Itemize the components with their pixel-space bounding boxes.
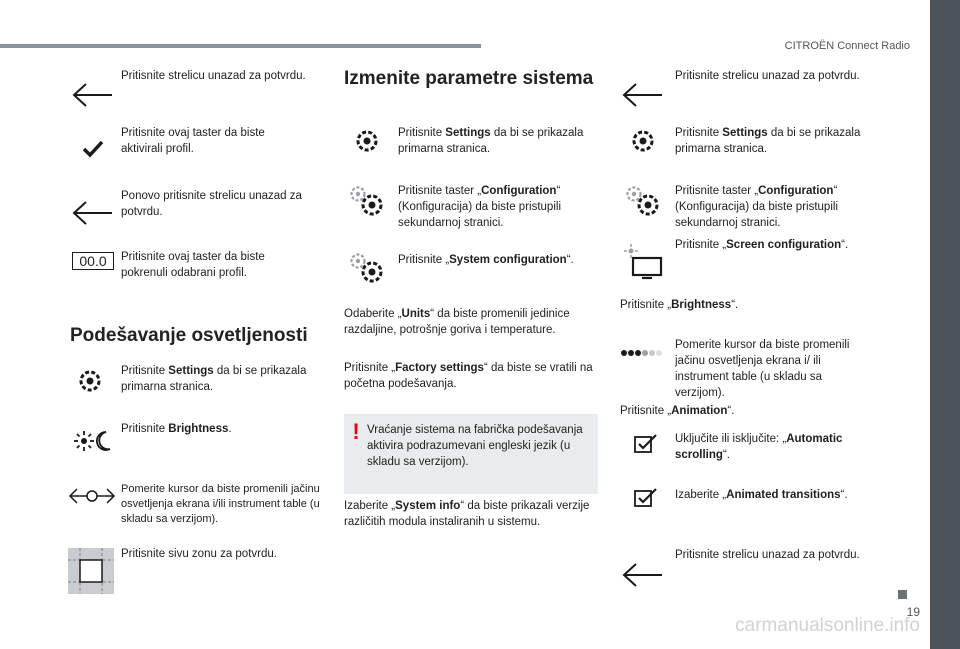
watermark: carmanualsonline.info [735, 615, 920, 636]
page-number: 19 [906, 605, 920, 619]
col3-brightness-text: Pritisnite „Brightness“. [620, 299, 739, 311]
configuration-gears-icon [622, 183, 662, 219]
col3-settings-text: Pritisnite Settings da bi se prikazala primarna stranica. [675, 127, 861, 155]
col1-launch-text: Pritisnite ovaj taster da biste pokrenuli odabrani profil. [121, 251, 265, 279]
settings-gear-icon [354, 128, 380, 154]
col3-back-final-text: Pritisnite strelicu unazad za potvrdu. [675, 549, 860, 561]
warning-note-text: Vraćanje sistema na fabrička podešavanja aktivira podrazumevani engleski jezik (u skladu sa verzijom). [367, 424, 583, 468]
back-arrow-icon [70, 82, 114, 108]
col1-brightness-text: Pritisnite Brightness. [121, 423, 232, 435]
back-arrow-icon [620, 82, 664, 108]
section-title-brightness: Podešavanje osvetljenosti [70, 325, 308, 346]
col3-cursor-text: Pomerite kursor da biste promenili jačinu osvetljenja ekrana i/ ili instrument table (u skladu sa verzijom). [675, 339, 850, 399]
col1-back-text: Pritisnite strelicu unazad za potvrdu. [121, 70, 306, 82]
col2-configuration-text: Pritisnite taster „Configuration“ (Konfiguracija) da biste pristupili sekundarnoj stranici. [398, 185, 561, 229]
page-marker [898, 590, 907, 599]
profile-value-icon [72, 252, 114, 270]
col1-cursor-text: Pomerite kursor da biste promenili jačinu osvetljenja ekrana i/ili instrument table (u skladu sa verzijom). [121, 483, 320, 525]
col1-greyzone-text: Pritisnite sivu zonu za potvrdu. [121, 548, 277, 560]
system-configuration-gears-icon [346, 250, 386, 286]
brightness-level-dots-icon [620, 348, 664, 358]
col3-animation-text: Pritisnite „Animation“. [620, 405, 735, 417]
col2-units-text: Odaberite „Units“ da biste promenili jedinice razdaljine, potrošnje goriva i temperature. [344, 308, 570, 336]
col3-animated-text: Izaberite „Animated transitions“. [675, 489, 848, 501]
col2-sysinfo-text: Izaberite „System info“ da biste prikazali verzije različitih modula instaliranih u sistemu. [344, 500, 590, 528]
slider-cursor-icon [68, 485, 116, 507]
warning-exclamation-icon: ! [352, 419, 360, 444]
section-title-system: Izmenite parametre sistema [344, 68, 594, 89]
settings-gear-icon [630, 128, 656, 154]
top-rule [0, 44, 481, 48]
col2-factory-text: Pritisnite „Factory settings“ da biste se vratili na početna podešavanja. [344, 362, 593, 390]
col2-settings-text: Pritisnite Settings da bi se prikazala primarna stranica. [398, 127, 584, 155]
back-arrow-icon [70, 200, 114, 226]
screen-configuration-icon [622, 242, 664, 280]
col3-configuration-text: Pritisnite taster „Configuration“ (Konfiguracija) da biste pristupili sekundarnoj stranici. [675, 185, 838, 229]
col1-activate-text: Pritisnite ovaj taster da biste aktivirali profil. [121, 127, 265, 155]
profile-value-label: 00.0 [79, 253, 107, 269]
col2-sysconfig-text: Pritisnite „System configuration“. [398, 254, 574, 266]
col3-autoscroll-text: Uključite ili isključite: „Automatic scrolling“. [675, 433, 843, 461]
col1-back-again-text: Ponovo pritisnite strelicu unazad za potvrdu. [121, 190, 302, 218]
running-header: CITROËN Connect Radio [784, 40, 910, 52]
configuration-gears-icon [346, 183, 386, 219]
back-arrow-icon [620, 562, 664, 588]
side-band [930, 0, 960, 649]
settings-gear-icon [77, 368, 103, 394]
checkbox-checked-icon [634, 434, 658, 454]
col1-settings-text: Pritisnite Settings da bi se prikazala primarna stranica. [121, 365, 307, 393]
grey-zone-icon [68, 548, 114, 594]
checkmark-icon [82, 140, 104, 158]
col3-back-text: Pritisnite strelicu unazad za potvrdu. [675, 70, 860, 82]
checkbox-checked-icon [634, 488, 658, 508]
col3-screen-text: Pritisnite „Screen configuration“. [675, 239, 849, 251]
brightness-icon [70, 428, 114, 454]
